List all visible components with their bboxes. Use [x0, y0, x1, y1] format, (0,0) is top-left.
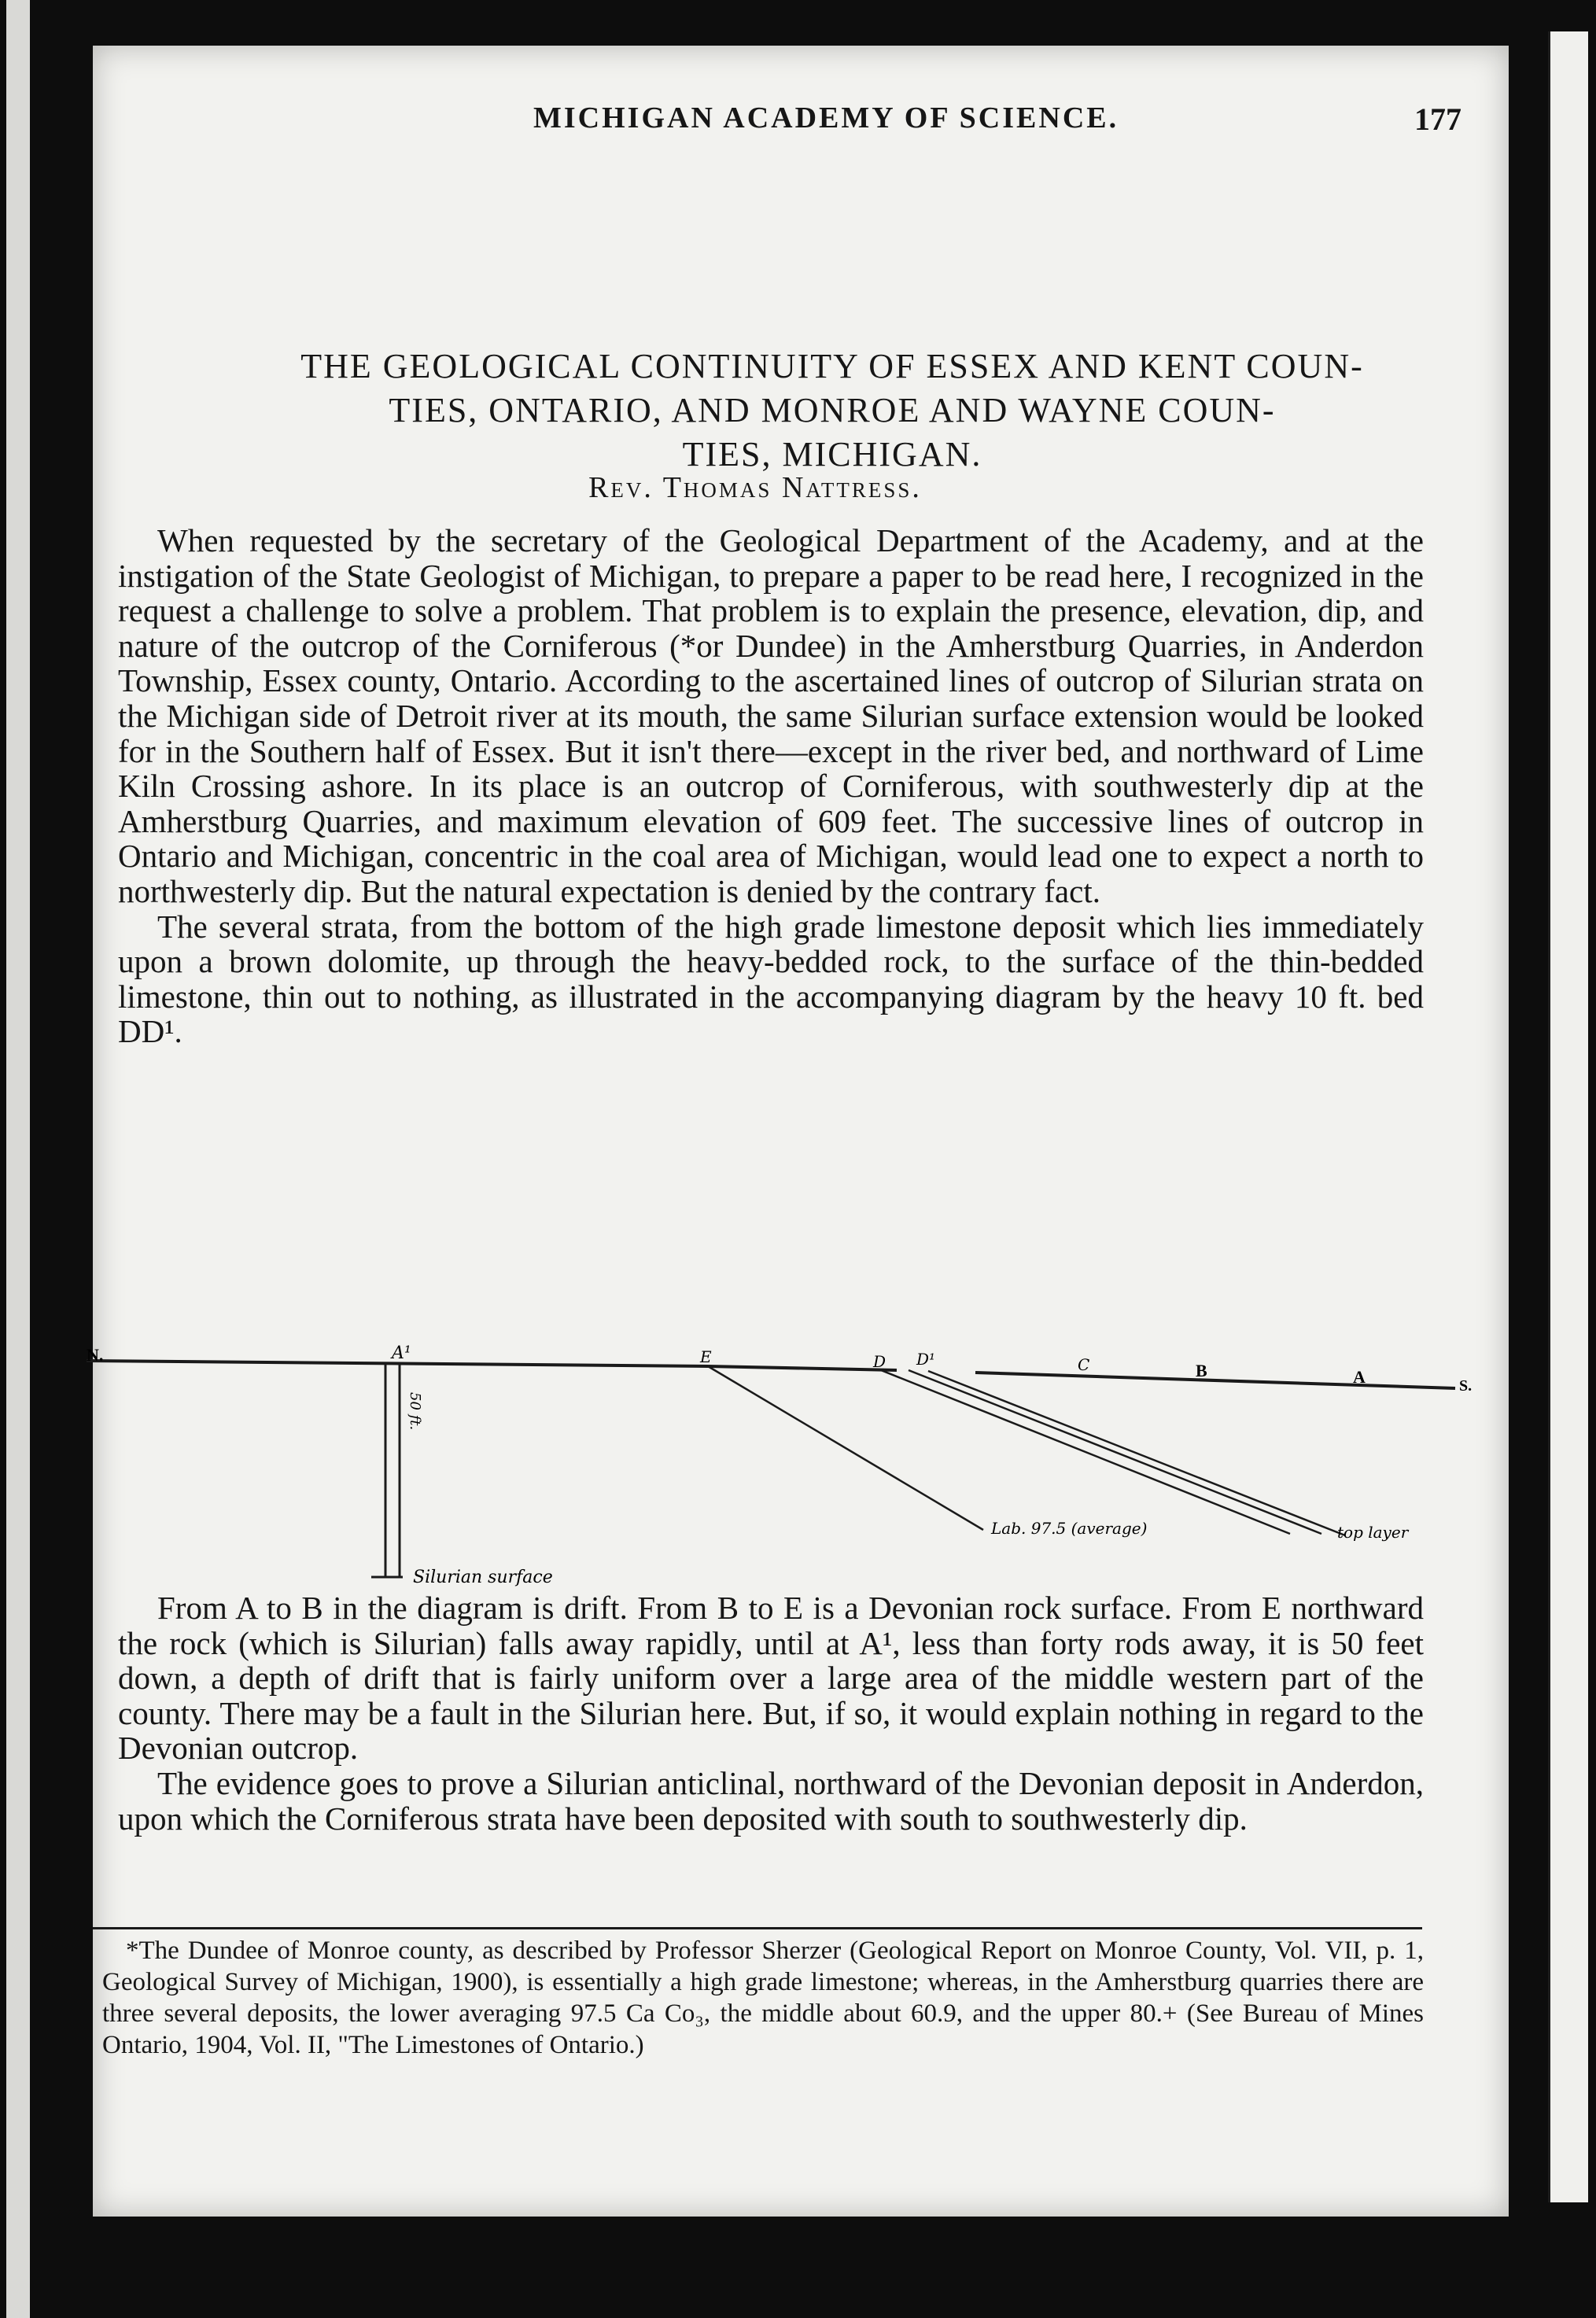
dip-line-e: [708, 1366, 983, 1530]
label-south: S.: [1459, 1377, 1473, 1395]
footnote-rule: [93, 1927, 1422, 1929]
label-a1: A¹: [392, 1343, 411, 1363]
label-c: C: [1078, 1355, 1090, 1374]
label-top-bed-note: top layer: [1337, 1523, 1409, 1542]
left-page-edge: [6, 0, 30, 2318]
body-text-lower: [118, 1590, 1424, 1836]
paragraph: The several strata, from the bottom of the high grade limestone deposit which lies immediately upon a brown dolomite, up through the heavy-bedded rock, to the surface of the thin-bedded limestone, thin out to nothing, as illustrated in the accompanying diagram by the heavy 10 ft. bed DD¹.: [118, 908, 1424, 1050]
paragraph: When requested by the secretary of the Geological Department of the Academy, and at the instigation of the State Geologist of Michigan, to prepare a paper to be read here, I recognized in the request a challenge to solve a problem. That problem is to explain the presence, elevation, dip, and nature of the outcrop of the Corniferous (*or Dundee) in the Amherstburg Quarries, in Anderdon Township, Essex county, Ontario. According to the ascertained lines of outcrop of Silurian strata on the Michigan side of Detroit river at its mouth, the same Silurian surface extension would be looked for in the Southern half of Essex. But it isn't there—except in the river bed, and northward of Lime Kiln Crossing ashore. In its place is an outcrop of Corniferous, with southwesterly dip at the Amherstburg Quarries, and maximum elevation of 609 feet. The successive lines of outcrop in Ontario and Michigan, concentric in the coal area of Michigan, would lead one to expect a north to northwesterly dip. But the natural expectation is denied by the contrary fact.: [118, 522, 1424, 909]
label-a: A: [1353, 1367, 1366, 1387]
paragraph: From A to B in the diagram is drift. From B to E is a Devonian rock surface. From E northward the rock (which is Silurian) falls away rapidly, until at A¹, less than forty rods away, it is 50 feet down, a depth of drift that is fairly uniform over a large area of the middle western part of the county. There may be a fault in the Silurian here. But, if so, it would explain nothing in regard to the Devonian outcrop.: [118, 1590, 1424, 1767]
paragraph: The evidence goes to prove a Silurian anticlinal, northward of the Devonian deposit in Anderdon, upon which the Corniferous strata have been deposited with south to southwesterly dip.: [118, 1764, 1424, 1837]
label-well-depth: 50 ft.: [407, 1392, 423, 1431]
title-line: THE GEOLOGICAL CONTINUITY OF ESSEX AND KENT COUN-: [300, 347, 1364, 385]
surface-line-middle: [708, 1366, 897, 1370]
book-page: [93, 46, 1509, 2217]
dip-line-c: [928, 1371, 1345, 1535]
body-text-upper: [118, 523, 1424, 1049]
footnote: [102, 1935, 1424, 2061]
label-north: N.: [87, 1345, 104, 1365]
title-line: TIES, MICHIGAN.: [682, 435, 982, 474]
geological-section-diagram: [63, 1243, 1473, 1605]
dip-line-d1: [909, 1370, 1321, 1534]
dip-line-d: [881, 1370, 1290, 1534]
running-head: MICHIGAN ACADEMY OF SCIENCE.: [533, 101, 1119, 135]
label-b: B: [1196, 1361, 1207, 1380]
footnote-text: *The Dundee of Monroe county, as described by Professor Sherzer (Geological Report on Monroe County, Vol. VII, p. 1, Geological Survey of Michigan, 1900), is essentially a high grade limestone; whereas, in the Amherstburg quarries there are three several deposits, the lower averaging 97.5 Ca Co₃, the middle about 60.9, and the upper 80.+ (See Bureau of Mines Ontario, 1904, Vol. II, "The Limestones of Ontario.): [102, 1937, 1424, 2059]
label-silurian-surface: Silurian surface: [413, 1568, 553, 1587]
title-line: TIES, ONTARIO, AND MONROE AND WAYNE COUN-: [389, 391, 1276, 429]
article-author: Rev. Thomas Nattress.: [588, 471, 922, 504]
label-d1: D¹: [916, 1350, 936, 1369]
article-title: [171, 345, 1493, 477]
surface-line-south: [975, 1373, 1455, 1388]
page-number: 177: [1414, 101, 1461, 137]
diagram-svg: [63, 1243, 1473, 1605]
label-d: D: [873, 1352, 886, 1371]
label-lower-bed-note: Lab. 97.5 (average): [991, 1519, 1148, 1538]
label-e: E: [700, 1347, 712, 1366]
right-page-edge: [1548, 31, 1588, 2202]
